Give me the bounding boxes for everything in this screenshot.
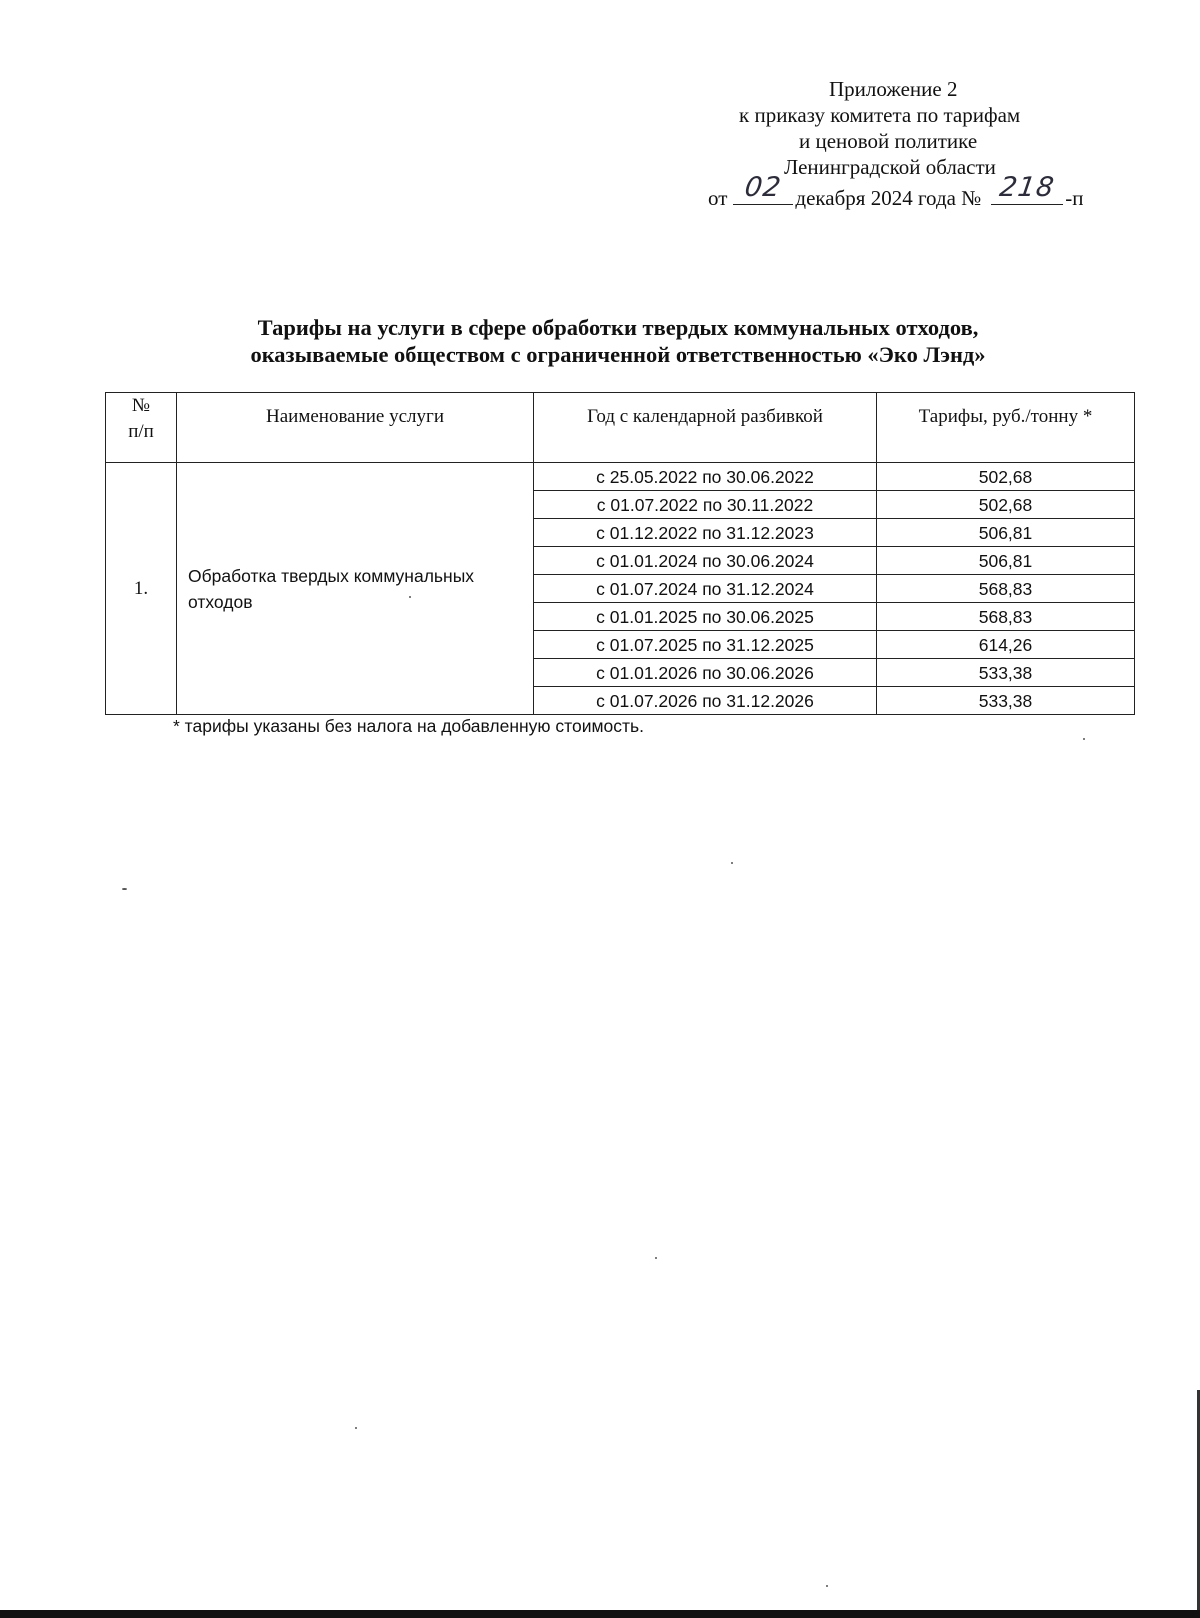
tariff-cell: 533,38 <box>877 687 1135 715</box>
scan-speck <box>409 596 411 598</box>
row-number: 1. <box>106 463 177 715</box>
appendix-number: Приложение 2 <box>829 77 958 101</box>
tariff-cell: 568,83 <box>877 603 1135 631</box>
appendix-region: Ленинградской области <box>784 155 996 179</box>
order-number-field <box>991 172 1063 205</box>
title-line-1: Тарифы на услуги в сфере обработки твердых коммунальных отходов, <box>257 315 979 340</box>
period-cell: с 01.07.2026 по 31.12.2026 <box>534 687 877 715</box>
scan-speck <box>355 1427 357 1429</box>
period-cell: с 01.12.2022 по 31.12.2023 <box>534 519 877 547</box>
tariff-cell: 506,81 <box>877 519 1135 547</box>
appendix-order-ref: к приказу комитета по тарифам <box>739 103 1021 127</box>
date-month-year: декабря 2024 года № <box>795 186 982 210</box>
header-number-sign: № <box>131 395 151 416</box>
header-number <box>106 393 177 463</box>
tariff-cell: 506,81 <box>877 547 1135 575</box>
period-cell: с 25.05.2022 по 30.06.2022 <box>534 463 877 491</box>
header-period: Год с календарной разбивкой <box>534 393 877 463</box>
document-title <box>150 314 1086 368</box>
period-cell: с 01.07.2024 по 31.12.2024 <box>534 575 877 603</box>
order-suffix: -п <box>1065 186 1084 210</box>
period-cell: с 01.01.2026 по 30.06.2026 <box>534 659 877 687</box>
from-label: от <box>708 186 728 210</box>
table-header-row <box>106 393 1135 463</box>
tariff-cell: 568,83 <box>877 575 1135 603</box>
handwritten-date-day: 02 <box>743 172 784 203</box>
tariff-cell: 502,68 <box>877 491 1135 519</box>
handwritten-order-number: 218 <box>997 172 1057 203</box>
period-cell: с 01.07.2022 по 30.11.2022 <box>534 491 877 519</box>
table-row <box>106 463 1135 491</box>
header-tariff: Тарифы, руб./тонну * <box>877 393 1135 463</box>
appendix-order-date <box>708 172 1084 211</box>
scan-speck <box>1083 738 1085 740</box>
scan-speck <box>122 888 127 890</box>
header-service: Наименование услуги <box>177 393 534 463</box>
period-cell: с 01.01.2024 по 30.06.2024 <box>534 547 877 575</box>
period-cell: с 01.07.2025 по 31.12.2025 <box>534 631 877 659</box>
appendix-committee: и ценовой политике <box>799 129 978 153</box>
scan-bottom-bar <box>0 1610 1200 1618</box>
title-line-2: оказываемые обществом с ограниченной ответственностью «Эко Лэнд» <box>250 342 986 367</box>
period-cell: с 01.01.2025 по 30.06.2025 <box>534 603 877 631</box>
tariff-cell: 502,68 <box>877 463 1135 491</box>
tariff-table <box>105 392 1135 715</box>
scan-speck <box>655 1257 657 1259</box>
service-name: Обработка твердых коммунальных отходов <box>177 463 534 715</box>
tariff-cell: 533,38 <box>877 659 1135 687</box>
tariff-cell: 614,26 <box>877 631 1135 659</box>
header-number-pp: п/п <box>128 421 154 442</box>
scan-speck <box>826 1585 828 1587</box>
appendix-header <box>600 76 1200 216</box>
vat-footnote: * тарифы указаны без налога на добавленную стоимость. <box>173 716 644 736</box>
scan-speck <box>731 862 733 864</box>
date-day-field <box>733 172 793 205</box>
